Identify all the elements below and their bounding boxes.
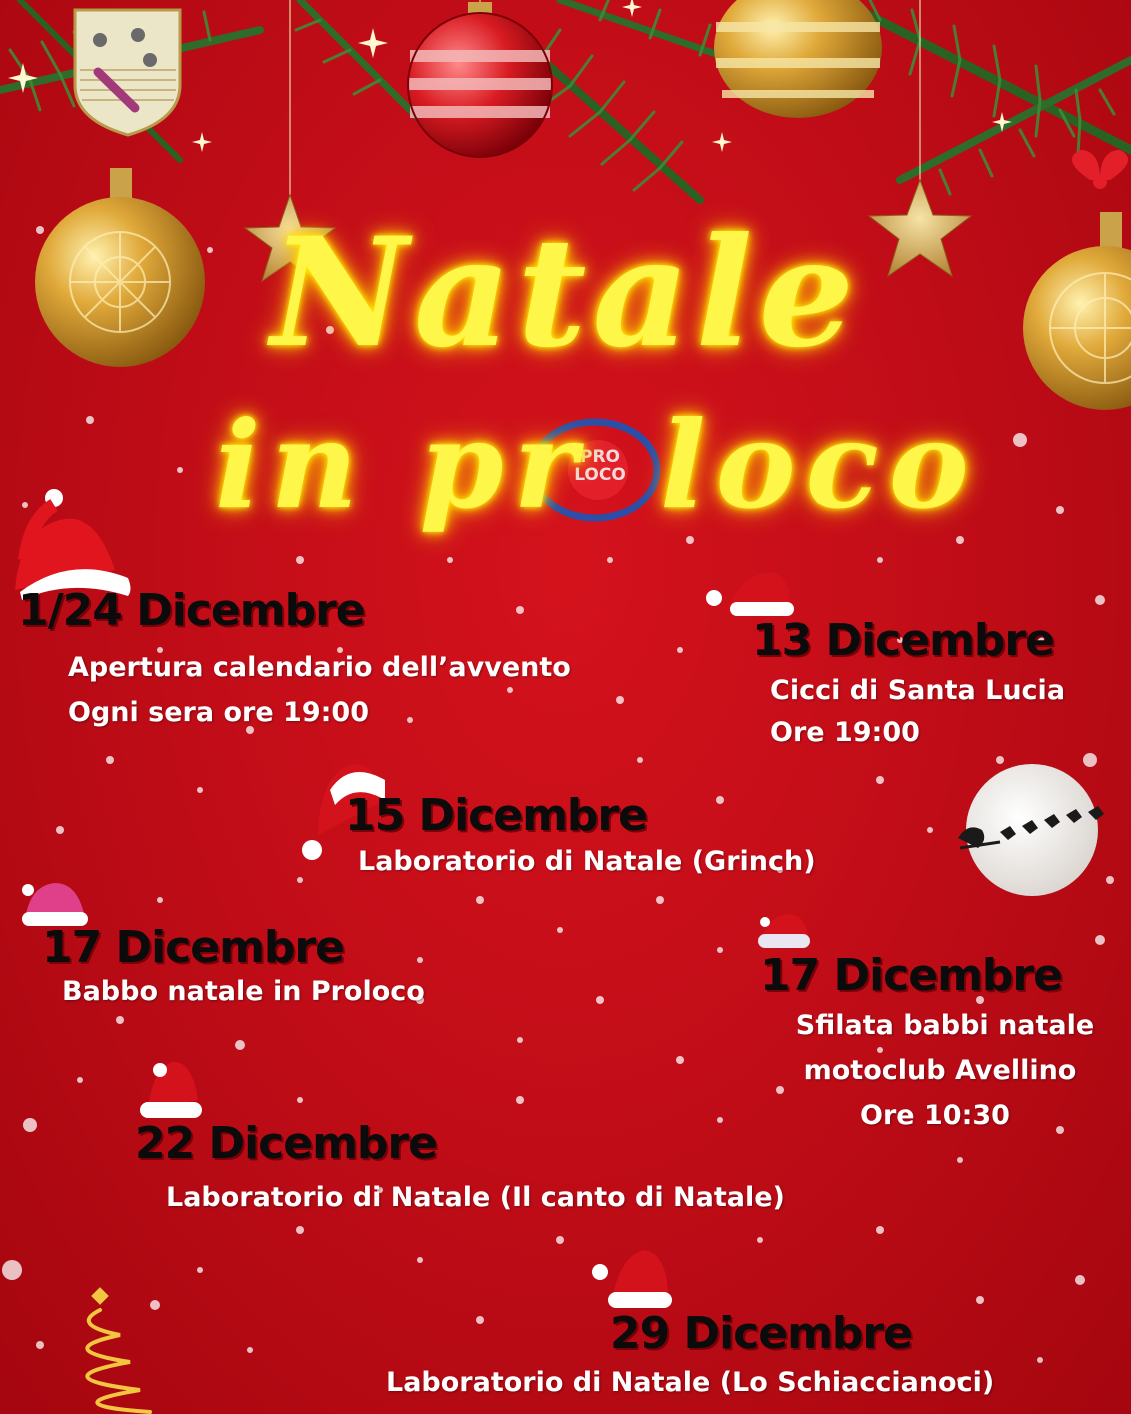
santa-hat-7 xyxy=(592,1250,672,1308)
event-date-4: 17 Dicembre xyxy=(42,922,344,973)
tree-outline xyxy=(87,1290,150,1412)
title-natale: Natale xyxy=(270,205,861,381)
event-line-5-3: Ore 10:30 xyxy=(860,1100,1010,1131)
moon-sleigh xyxy=(958,764,1104,896)
event-line-2-2: Ore 19:00 xyxy=(770,717,920,748)
event-date-3: 15 Dicembre xyxy=(345,790,647,841)
event-line-5-2: motoclub Avellino xyxy=(803,1055,1077,1086)
logo-text-line2: LOCO xyxy=(574,465,626,485)
ornament-red-striped xyxy=(408,2,552,157)
santa-hat-2 xyxy=(706,572,794,616)
event-line-5-1: Sfilata babbi natale xyxy=(795,1010,1095,1041)
event-date-2: 13 Dicembre xyxy=(752,615,1054,666)
ornament-gold-top xyxy=(714,0,882,118)
event-date-5: 17 Dicembre xyxy=(760,950,1062,1001)
crest-emblem xyxy=(75,10,180,135)
title-line2-start: in pr xyxy=(215,395,587,536)
red-bow xyxy=(1072,150,1128,189)
santa-hat-5 xyxy=(758,914,810,948)
santa-hat-6 xyxy=(140,1062,202,1118)
title-line2-end: loco xyxy=(660,395,979,536)
event-line-2-1: Cicci di Santa Lucia xyxy=(770,675,1066,706)
event-line-6-1: Laboratorio di Natale (Il canto di Natale) xyxy=(166,1182,785,1213)
santa-hat-4 xyxy=(22,883,88,926)
event-line-1-1: Apertura calendario dell’avvento xyxy=(68,652,571,683)
event-date-6: 22 Dicembre xyxy=(135,1118,437,1169)
santa-hat-1 xyxy=(15,489,131,600)
event-date-7: 29 Dicembre xyxy=(610,1308,912,1359)
event-line-7-1: Laboratorio di Natale (Lo Schiaccianoci) xyxy=(386,1367,995,1398)
event-line-1-2: Ogni sera ore 19:00 xyxy=(68,697,369,728)
event-line-4-1: Babbo natale in Proloco xyxy=(62,976,425,1007)
event-date-1: 1/24 Dicembre xyxy=(18,585,365,636)
logo-text-line1: PRO xyxy=(579,447,620,467)
event-line-3-1: Laboratorio di Natale (Grinch) xyxy=(358,846,816,877)
